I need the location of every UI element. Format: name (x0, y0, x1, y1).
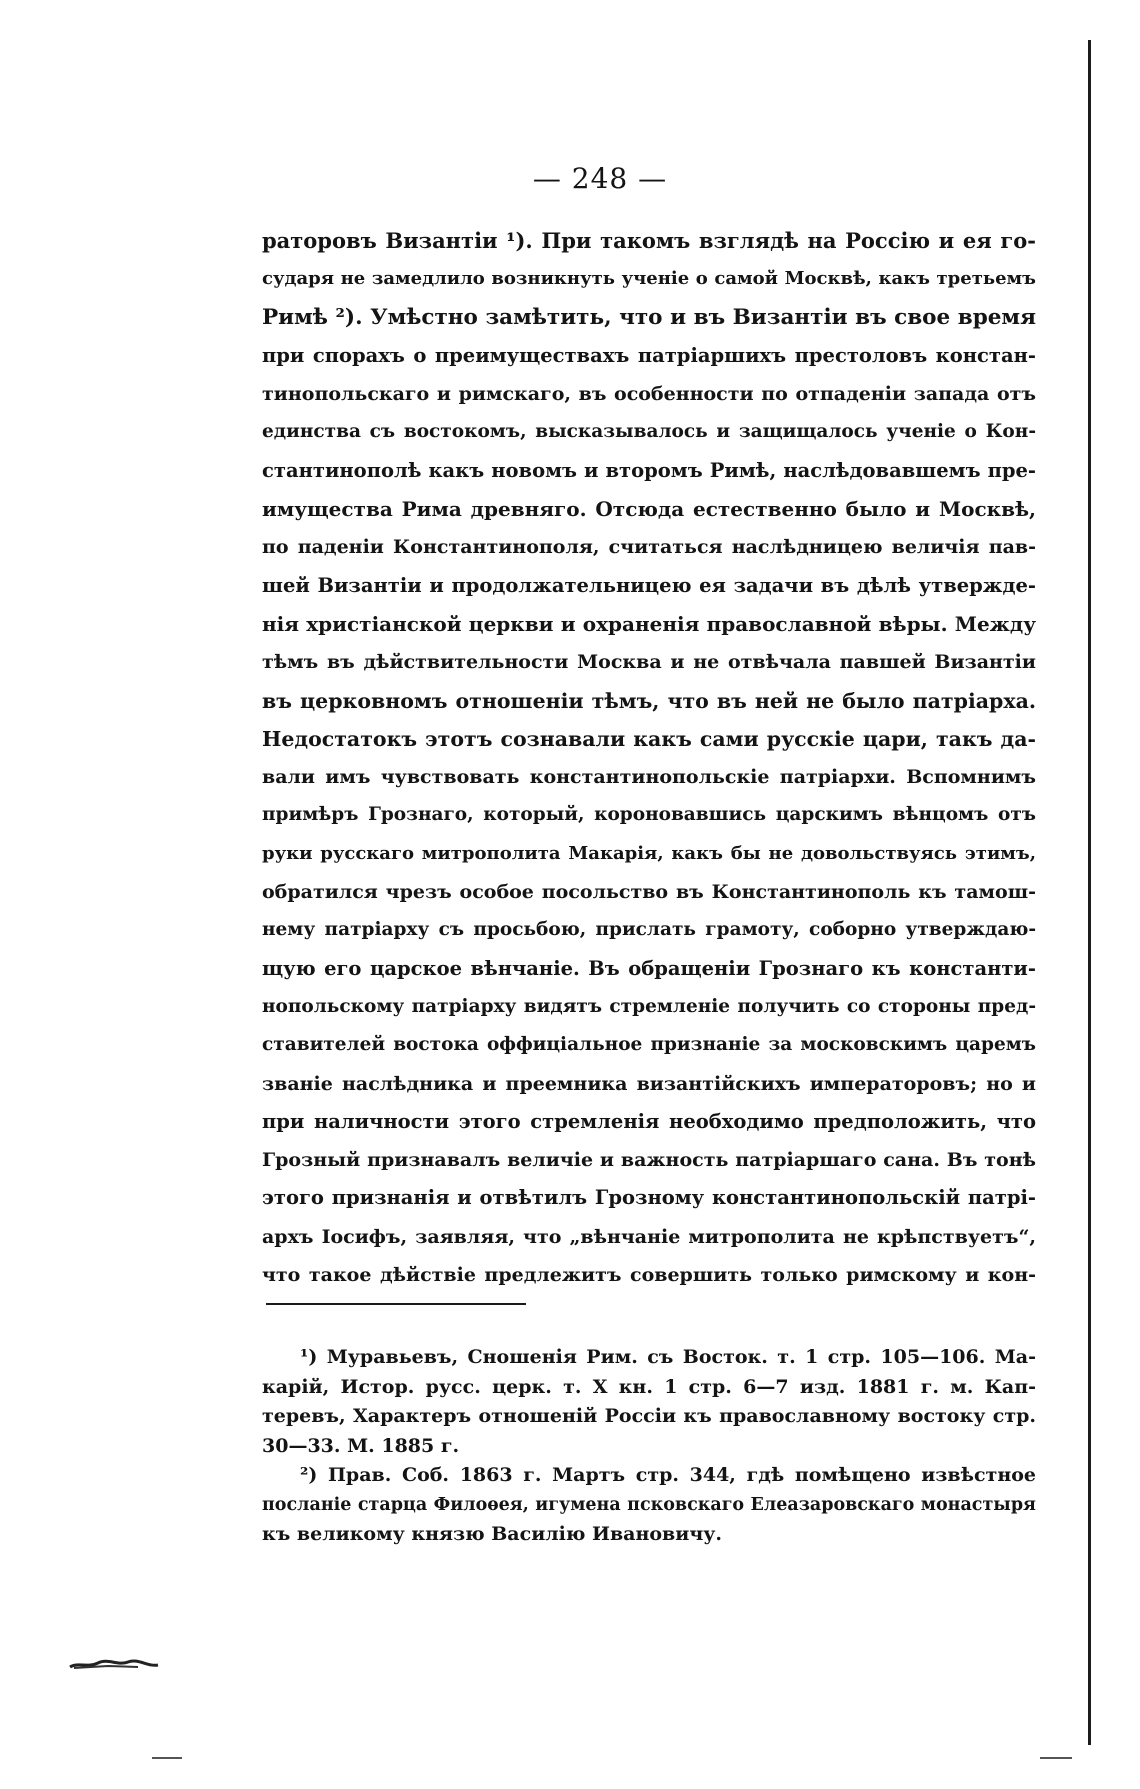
text-line: нія христіанской церкви и охраненія православной вѣры. Между (262, 611, 1036, 636)
ink-smudge (68, 1658, 160, 1670)
text-line: вали имъ чувствовать константинопольскіе патріархи. Вспомнимъ (262, 766, 1036, 789)
text-line: въ церковномъ отношеніи тѣмъ, что въ ней не было патріарха. (262, 688, 1036, 713)
text-line: сударя не замедлило возникнуть ученіе о самой Москвѣ, какъ третьемъ (262, 268, 1036, 290)
footnote-line: карій, Истор. русс. церк. т. X кн. 1 стр. 6—7 изд. 1881 г. м. Кап- (262, 1375, 1036, 1398)
text-line: что такое дѣйствіе предлежитъ совершить только римскому и кон- (262, 1264, 1036, 1287)
text-line: при наличности этого стремленія необходимо предположить, что (262, 1109, 1036, 1133)
text-line: шей Византіи и продолжательницею ея задачи въ дѣлѣ утвержде- (262, 573, 1036, 597)
text-line: при спорахъ о преимуществахъ патріаршихъ престоловъ констан- (262, 343, 1036, 367)
corner-mark-left (152, 1757, 182, 1759)
text-line: званіе наслѣдника и преемника византійскихъ императоровъ; но и (262, 1072, 1036, 1095)
text-line: нему патріарху съ просьбою, прислать грамоту, соборно утверждаю- (262, 919, 1036, 941)
text-line: Грозный признавалъ величіе и важность патріаршаго сана. Въ тонѣ (262, 1149, 1036, 1172)
text-line: Римѣ ²). Умѣстно замѣтить, что и въ Византіи въ свое время (262, 304, 1036, 330)
corner-mark-right (1040, 1757, 1072, 1759)
text-line: тѣмъ въ дѣйствительности Москва и не отвѣчала павшей Византіи (262, 651, 1036, 674)
text-line: щую его царское вѣнчаніе. Въ обращеніи Грознаго къ константи- (262, 956, 1036, 980)
text-line: этого признанія и отвѣтилъ Грозному константинопольскій патрі- (262, 1186, 1036, 1210)
main-text (262, 222, 1036, 1294)
footnote-line: 30—33. М. 1885 г. (262, 1434, 460, 1457)
text-line: архъ Іосифъ, заявляя, что „вѣнчаніе митрополита не крѣпствуетъ“, (262, 1225, 1036, 1248)
text-line: имущества Рима древняго. Отсюда естественно было и Москвѣ, (262, 497, 1036, 522)
footnote-separator (266, 1303, 526, 1305)
text-line: единства съ востокомъ, высказывалось и защищалось ученіе о Кон- (262, 421, 1036, 443)
page-number: — 248 — (532, 162, 668, 195)
text-line: ставителей востока оффиціальное признаніе за московскимъ царемъ (262, 1034, 1036, 1056)
footnote-line: къ великому князю Василію Ивановичу. (262, 1523, 723, 1545)
footnote-line: посланіе старца Филоѳея, игумена псковскаго Елеазаровскаго монастыря (262, 1494, 1036, 1515)
text-line: Недостатокъ этотъ сознавали какъ сами русскіе цари, такъ да- (262, 726, 1036, 751)
footnote-line: ¹) Муравьевъ, Сношенія Рим. съ Восток. т. 1 стр. 105—106. Ма- (300, 1346, 1036, 1368)
text-line: стантинополѣ какъ новомъ и второмъ Римѣ, наслѣдовавшемъ пре- (262, 458, 1036, 482)
text-line: раторовъ Византіи ¹). При такомъ взглядѣ на Россію и ея го- (262, 228, 1036, 253)
footnote-line: теревъ, Характеръ отношеній Россіи къ православному востоку стр. (262, 1405, 1036, 1427)
page-edge-line (1088, 40, 1091, 1745)
text-line: нопольскому патріарху видятъ стремленіе получить со стороны пред- (262, 995, 1036, 1017)
text-line: по паденіи Константинополя, считаться наслѣдницею величія пав- (262, 536, 1036, 559)
footnotes (262, 1343, 1036, 1550)
text-line: обратился чрезъ особое посольство въ Константинополь къ тамош- (262, 881, 1036, 904)
text-line: тинопольскаго и римскаго, въ особенности по отпаденіи запада отъ (262, 383, 1036, 406)
footnote-line: ²) Прав. Соб. 1863 г. Мартъ стр. 344, гдѣ помѣщено извѣстное (300, 1464, 1036, 1486)
text-line: примѣръ Грознаго, который, короновавшись царскимъ вѣнцомъ отъ (262, 804, 1036, 826)
text-line: руки русскаго митрополита Макарія, какъ бы не довольствуясь этимъ, (262, 842, 1036, 864)
